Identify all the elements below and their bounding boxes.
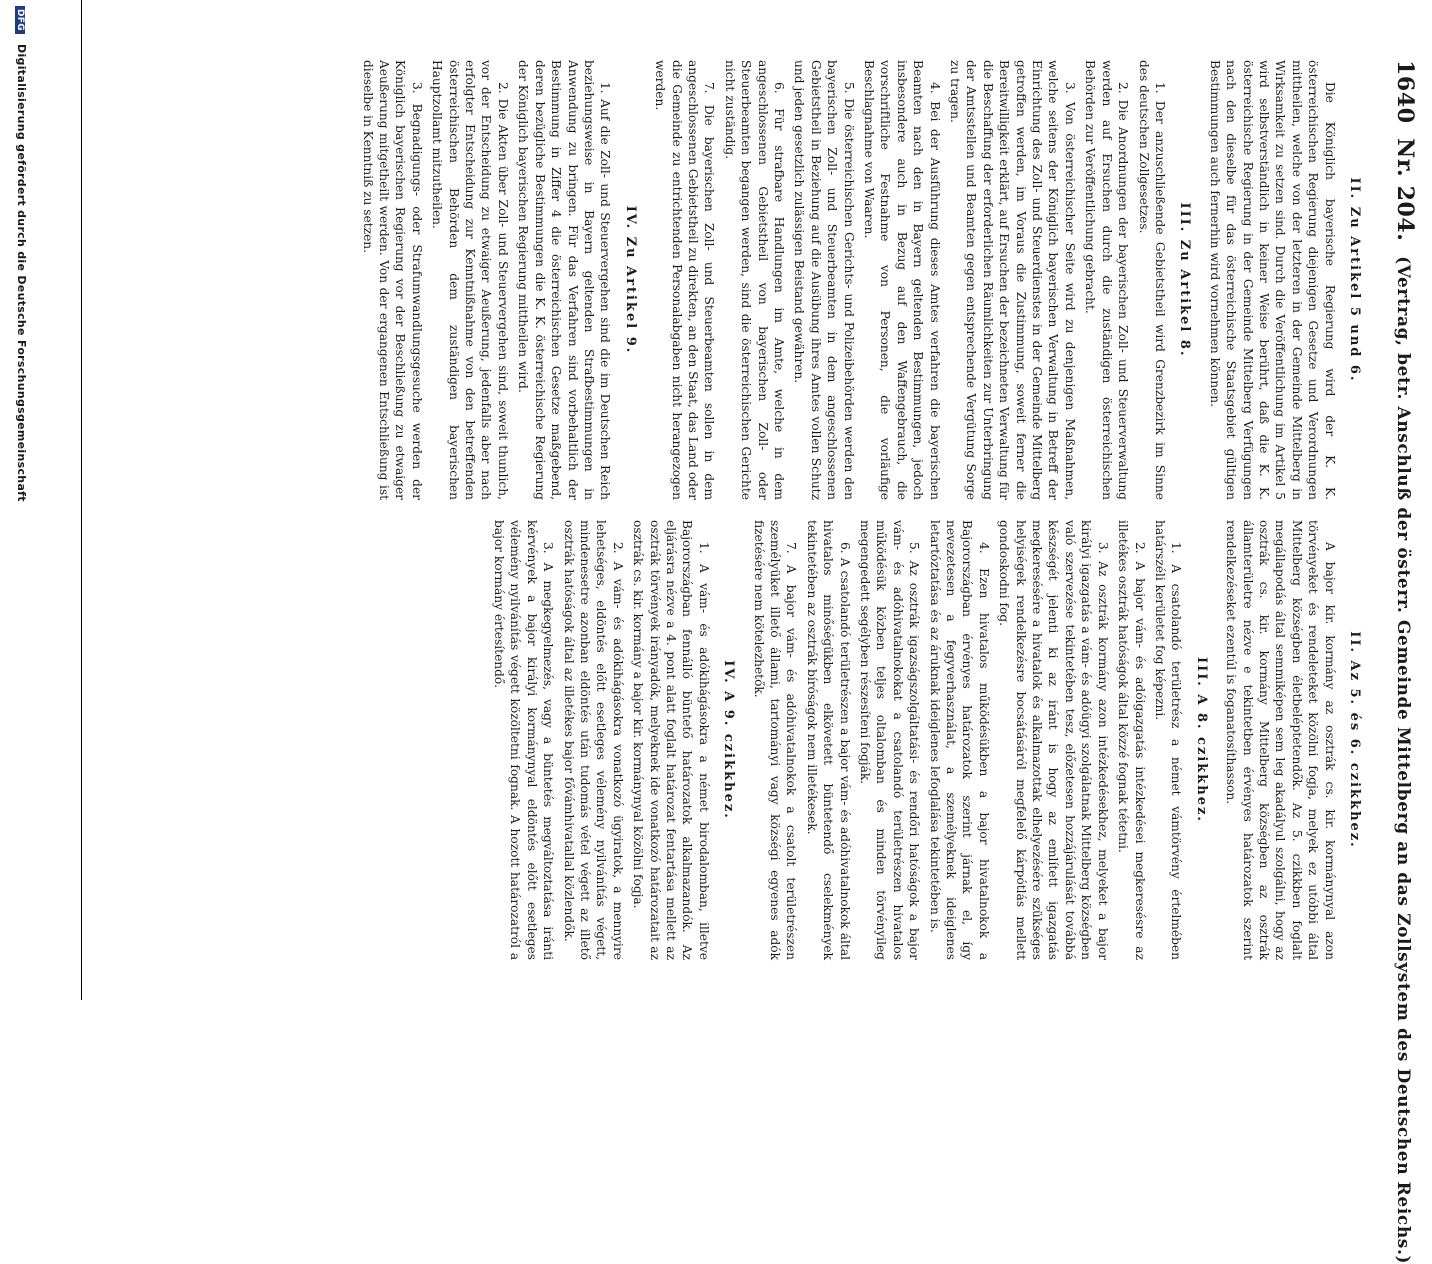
paragraph: 7. A bajor vám- és adóhivatalnokok a csatolt területrészen személyüket illető állami, tartományi vagy községi egyenes adók fizetésére nem kötelezhetők.: [751, 520, 799, 960]
paragraph: 3. A megkegyelmezés, vagy a büntetés megváltoztatása iránti kérvények a bajor királyi kormánynyal eldöntés előtt esetleges vélemény nyilvánítás végett közöltetni fognak. A hozott határozatról a bajor kormány értesítendő.: [491, 520, 556, 960]
paragraph: 5. Az osztrák igazságszolgáltatási- és rendőri hatóságok a bajor vám- és adóhivatalnokokat a csatolandó területrészen hivatalos működésük közben teljes oltalomban és minden törvényileg megengedett segélyben részesíteni fogják.: [858, 520, 922, 960]
paragraph: 1. A csatolandó területrész a német vámtörvény értelmében határszéli kerületet fog képezni.: [1152, 520, 1184, 960]
paragraph: 1. Der anzuschließende Gebietstheil wird Grenzbezirk im Sinne des deutschen Zollgesetzes.: [1136, 60, 1167, 500]
header-title: (Vertrag, betr. Anschluß der österr. Gemeinde Mittelberg an das Zollsystem des Deutschen Reichs.): [1393, 256, 1413, 1264]
digitization-footer: [15, 6, 28, 996]
dfg-logo-icon: DFG: [15, 6, 25, 34]
paragraph: Die Königlich bayerische Regierung wird der K. K. österreichischen Regierung diejenigen Gesetze und Verordnungen mittheilen, welche von der letzteren in der Gemeinde Mittelberg in Wirksamkeit zu setzen sind. Durch die Veröffentlichung im Artikel 5 wird selbstverständlich in keiner Weise berührt, daß die K. K. österreichische Regierung in der Gemeinde Mittelberg Verfügungen nach den dieselbe für das österreichische Staatsgebiet gültigen Bestimmungen auch fernerhin wird vornehmen können.: [1207, 60, 1337, 500]
section-heading: IV. A 9. czikkhez.: [721, 660, 737, 820]
section-heading: II. Zu Artikel 5 und 6.: [1347, 177, 1362, 383]
paragraph: 6. Für strafbare Handlungen im Amte, welche in dem angeschlossenen Gebietstheil von bayerischen Zoll- oder Steuerbeamten begangen werden, sind die österreichischen Gerichte nicht zuständig.: [722, 60, 786, 500]
page-number: 1640: [1392, 60, 1418, 124]
paragraph: A bajor kir. kormány az osztrák cs. kir. kormánynyal azon törvényeket és rendeleteket közölni fogja, melyek ez utóbbi által Mittelberg községben életbeléptetendők. Az 5. czikkben foglalt megállapodás által semmiképen sem leg akadályul szolgálni, hogy az osztrák cs. kir. kormány Mittelberg községben az osztrák államterületre nézve e tekintetben érvényes határozatok szerint rendelkezéseket ezentúl is foganatosíthasson.: [1224, 520, 1337, 960]
paragraph: 2. Die Akten über Zoll- und Steuervergehen sind, soweit thunlich, vor der Entscheidung zu etwaiger Aeußerung, jedenfalls aber nach erfolgter Entscheidung zur Kenntnißnahme von den betreffenden österreichischen Behörden dem zuständigen bayerischen Hauptzollamt mitzutheilen.: [430, 60, 510, 500]
document-number: Nr. 204.: [1392, 138, 1418, 242]
section-heading: III. A 8. czikkhez.: [1193, 657, 1209, 823]
paragraph: 2. A vám- és adókihágásokra vonatkozó ügyiratok, a mennyire lehetséges, eldöntés előtt esetleges vélemény nyilvánítás végett, mindenesetre azonban eldöntés után tudomás vétel végett az illető osztrák hatóságok által az illetékes bajor fővámhivatallal közlendők.: [561, 520, 625, 960]
bottom-rule: [81, 0, 82, 1000]
paragraph: 4. Bei der Ausführung dieses Amtes verfahren die bayerischen Beamten nach den in Bayern geltenden Bestimmungen, jedoch insbesondere auch in Bezug auf den Waffengebrauch, die vorschriftliche Festnahme von Personen, die vorläufige Beschlagnahme von Waaren.: [862, 60, 942, 500]
paragraph: 2. A bajor vám- és adóigazgatás intézkedései megkeresésre az illetékes osztrák hatóságok által közzé fognak tétetni.: [1116, 520, 1147, 960]
section-heading: IV. Zu Artikel 9.: [622, 205, 638, 355]
page-header: [1392, 60, 1418, 1264]
paragraph: 3. Az osztrák kormány azon intézkedésekhez, melyeket a bajor királyi igazgatás a vám- és adóügyi szolgálatnak Mittelberg községben való szervezése tekintetében tesz, előzetesen hozzájárulását továbbá készségét jelenti ki az iránt is hogy az említett igazgatás megkeresésére a hivatalok és alkalmazottak elhelyezésére szükséges helyiségek rendelkezésre bocsátásáról megfelelő kárpótlás mellett gondoskodni fog.: [997, 520, 1110, 960]
paragraph: 3. Von österreichischer Seite wird zu denjenigen Maßnahmen, welche seitens der Königlich bayerischen Verwaltung in Betreff der Einrichtung des Zoll- und Steuerdienstes in der Gemeinde Mittelberg getroffen werden, im Voraus die Zustimmung, soweit ferner die Bereitwilligkeit erklärt, auf Ersuchen der bezeichneten Verwaltung für die Beschaffung der erforderlichen Räumlichkeiten zur Unterbringung der Amtsstellen und Beamten gegen entsprechende Vergütung Sorge zu tragen.: [948, 60, 1077, 500]
paragraph: 5. Die österreichischen Gerichts- und Polizeibehörden werden den bayerischen Zoll- und Steuerbeamten in dem angeschlossenen Gebietstheil in Beziehung auf die Ausübung ihres Amtes vollen Schutz und jeden gesetzlich zulässigen Beistand gewähren.: [792, 60, 856, 500]
paragraph: 1. A vám- és adókihágásokra a német birodalomban, illetve Bajorországban fennálló büntető határozatok alkalmazandók. Az eljárásra nézve a 4. pont alatt foglalt határozat fentartása mellett az osztrák törvények irányadók, melyeknek ide vonatkozó határozatait az osztrák cs. kir. kormány a bajor kir. kormánynyal közölni fogja.: [631, 520, 711, 960]
paragraph: 6. A csatolandó területrészen a bajor vám- és adóhivatalnokok által hivatalos minőségükben elkövetett büntetendő cselekmények tekintetében az osztrák bíróságok nem illetékesek.: [804, 520, 852, 960]
german-column: [355, 60, 1376, 500]
section-heading: III. Zu Artikel 8.: [1177, 202, 1193, 358]
paragraph: 3. Begnadigungs- oder Strafumwandlungsgesuche werden der Königlich bayerischen Regierung vor der Beschließung zu etwaiger Aeußerung mitgetheilt werden. Von der ergangenen Entschließung ist dieselbe in Kenntniß zu setzen.: [360, 60, 424, 500]
paragraph: 1. Auf die Zoll- und Steuervergehen sind die im Deutschen Reich beziehungsweise in Bayern geltenden Strafbestimmungen in Anwendung zu bringen. Für das Verfahren sind vorbehaltlich der Bestimmung in Ziffer 4 die österreichischen Gesetze maßgebend, deren bezügliche Bestimmungen die K. K. österreichische Regierung der Königlich bayerischen Regierung mittheilen wird.: [516, 60, 613, 500]
paragraph: 7. Die bayerischen Zoll- und Steuerbeamten sollen in dem angeschlossenen Gebietstheil zu direkten, an den Staat, das Land oder die Gemeinde zu entrichtenden Personalabgaben nicht herangezogen werden.: [653, 60, 717, 500]
hungarian-column: [487, 520, 1377, 960]
section-heading: II. Az 5. és 6. czikkhez.: [1347, 631, 1362, 849]
paragraph: 4. Ezen hivatalos működésükben a bajor hivatalnokok a Bajorországban érvényes határozatok szerint járnak el, így nevezetesen a fegyverhasználat, a személyeknek ideiglenes letartóztatása és az áruknak ideiglenes lefoglalása tekintetében is.: [927, 520, 991, 960]
paragraph: 2. Die Anordnungen der bayerischen Zoll- und Steuerverwaltung werden auf Ersuchen durch die zuständigen österreichischen Behörden zur Veröffentlichung gebracht.: [1083, 60, 1131, 500]
footer-text: Digitalisierung gefördert durch die Deutsche Forschungsgemeinschaft: [15, 44, 28, 502]
